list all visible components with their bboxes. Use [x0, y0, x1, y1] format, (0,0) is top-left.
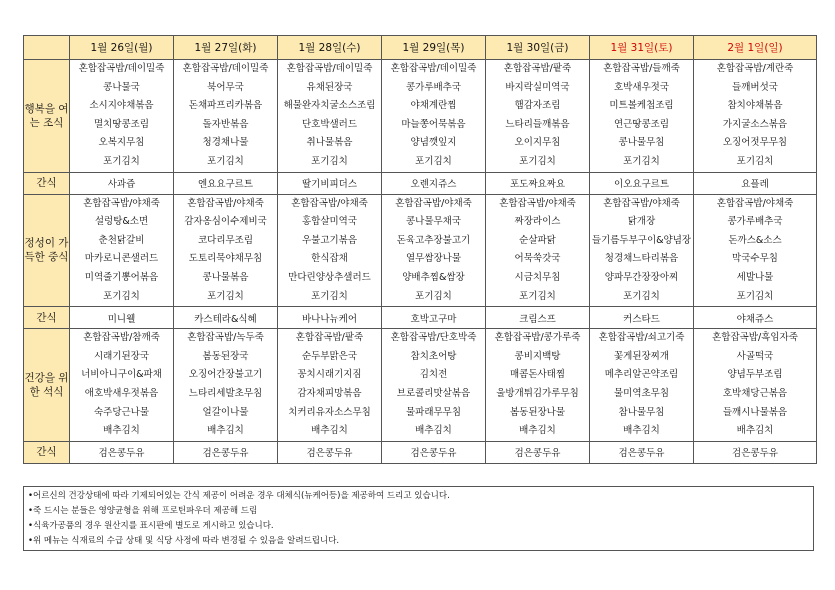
- menu-item: 콩나물국: [103, 81, 140, 93]
- menu-item: 멸치땅콩조림: [93, 118, 150, 130]
- menu-cell: [382, 329, 486, 442]
- menu-item: 북어무국: [207, 81, 244, 93]
- snack-cell: 검은콩두유: [278, 441, 382, 463]
- menu-item: 포기김치: [623, 155, 660, 167]
- snack-cell: 검은콩두유: [174, 441, 278, 463]
- menu-cell: [486, 60, 590, 173]
- menu-item: 배추김치: [519, 425, 556, 437]
- menu-item: 감자채피망볶음: [297, 387, 362, 399]
- menu-item: 순살파닭: [519, 234, 556, 246]
- menu-item: 치커리유자소스무침: [288, 406, 371, 418]
- day-header-wed: 1월 28일(수): [278, 36, 382, 60]
- day-header-fri: 1월 30일(금): [486, 36, 590, 60]
- menu-item: 포기김치: [415, 155, 452, 167]
- snack-cell: 딸기비피더스: [278, 172, 382, 194]
- menu-item: 혼합잡곡밥/녹두죽: [187, 332, 264, 344]
- menu-item: 청경채느타리볶음: [604, 253, 679, 265]
- menu-item: 물파래무무침: [405, 406, 462, 418]
- day-header-thu: 1월 29일(목): [382, 36, 486, 60]
- menu-cell: [486, 194, 590, 307]
- menu-item: 배추김치: [736, 425, 774, 437]
- menu-cell: [70, 329, 174, 442]
- snack-label: 간식: [24, 441, 70, 463]
- menu-item: 혼합잡곡밥/야채죽: [83, 197, 160, 209]
- menu-item: 포기김치: [519, 155, 556, 167]
- snack-cell: 검은콩두유: [70, 441, 174, 463]
- menu-item: 순두부맑은국: [301, 350, 358, 362]
- menu-item: 오징어간장불고기: [188, 369, 263, 381]
- menu-item: 혼합잡곡밥/흑임자죽: [712, 332, 798, 344]
- menu-item: 들깨시나물볶음: [722, 406, 788, 418]
- snack-cell: 엔요요구르트: [174, 172, 278, 194]
- menu-item: 혼합잡곡밥/단호박죽: [390, 332, 477, 344]
- menu-item: 브로콜리맛살볶음: [396, 387, 471, 399]
- meal-row-dinner: [24, 329, 817, 442]
- menu-item: 혼합잡곡밥/팥죽: [295, 332, 364, 344]
- menu-item: 청경채나물: [202, 137, 249, 149]
- menu-item: 오복지무침: [98, 137, 145, 149]
- menu-body: [24, 60, 817, 464]
- menu-item: 혼합잡곡밥/쇠고기죽: [598, 332, 685, 344]
- day-header-sat: 1월 31일(토): [590, 36, 694, 60]
- menu-item: 어묵쑥갓국: [514, 253, 561, 265]
- menu-item: 콩나물볶음: [202, 271, 249, 283]
- menu-item: 들기름두부구이&양념장: [591, 234, 692, 246]
- menu-item: 마늘쫑어묵볶음: [401, 118, 466, 130]
- menu-item: 포기김치: [415, 290, 452, 302]
- menu-cell: [590, 329, 694, 442]
- menu-item: 포기김치: [311, 290, 348, 302]
- menu-item: 김치전: [419, 369, 448, 381]
- snack-cell: 이오요구르트: [590, 172, 694, 194]
- menu-item: 혼합잡곡밥/참깨죽: [83, 332, 160, 344]
- menu-item: 돈까스&소스: [728, 234, 782, 246]
- snack-row-dinner: [24, 441, 817, 463]
- menu-item: 물미역초무침: [613, 387, 670, 399]
- menu-item: 배추김치: [207, 425, 244, 437]
- menu-item: 한식잡채: [311, 253, 348, 265]
- note-line: •죽 드시는 분들은 영양균형을 위해 프로틴파우더 제공해 드림: [28, 506, 258, 516]
- menu-item: 유채된장국: [306, 81, 353, 93]
- menu-item: 참치초어탕: [410, 350, 457, 362]
- menu-item: 느타리들깨볶음: [505, 118, 570, 130]
- menu-item: 애호박새우젓볶음: [84, 387, 159, 399]
- menu-item: 양념두부조림: [727, 369, 783, 381]
- menu-item: 혼합잡곡밥/야채죽: [187, 197, 264, 209]
- menu-item: 혼합잡곡밥/데이밀죽: [390, 63, 477, 74]
- snack-cell: 카스테라&식혜: [174, 307, 278, 329]
- meal-label: 정성이 가득한 중식: [24, 194, 70, 307]
- menu-item: 도토리묵야채무침: [188, 253, 263, 265]
- menu-item: 혼합잡곡밥/야채죽: [499, 197, 576, 209]
- snack-row-lunch: [24, 307, 817, 329]
- corner-cell: [24, 36, 70, 60]
- meal-row-breakfast: [24, 60, 817, 173]
- menu-item: 바지락실미역국: [505, 81, 570, 93]
- menu-item: 설렁탕&소면: [94, 216, 149, 228]
- menu-item: 코다리무조림: [197, 234, 254, 246]
- menu-cell: [174, 194, 278, 307]
- menu-item: 돌자반볶음: [202, 118, 249, 130]
- menu-item: 포기김치: [623, 290, 660, 302]
- menu-item: 홍합살미역국: [301, 216, 358, 228]
- menu-item: 봄동된장나물: [509, 406, 566, 418]
- menu-item: 양배추찜&쌈장: [402, 271, 465, 283]
- weekly-menu-table: [23, 35, 817, 464]
- note-line: •어르신의 건강상태에 따라 기제되어있는 간식 제공이 어려운 경우 대체식(뉴케어등)을 제공하여 드리고 있습니다.: [28, 491, 450, 501]
- menu-item: 메추리알곤약조림: [604, 369, 679, 381]
- snack-cell: 검은콩두유: [382, 441, 486, 463]
- snack-cell: 사과즙: [70, 172, 174, 194]
- day-header-tue: 1월 27일(화): [174, 36, 278, 60]
- menu-item: 혼합잡곡밥/들깨죽: [603, 63, 680, 74]
- menu-item: 단호박샐러드: [301, 118, 358, 130]
- menu-item: 햄감자조림: [514, 100, 561, 112]
- menu-item: 오이지무침: [514, 137, 561, 149]
- snack-cell: 포도짜요짜요: [486, 172, 590, 194]
- menu-cell: [694, 60, 817, 173]
- menu-item: 꽃게된장찌개: [613, 350, 670, 362]
- menu-item: 세발나물: [736, 271, 774, 283]
- menu-cell: [382, 60, 486, 173]
- day-header-mon: 1월 26일(월): [70, 36, 174, 60]
- menu-item: 콩비지백탕: [514, 350, 561, 362]
- menu-item: 포기김치: [736, 155, 774, 167]
- menu-item: 혼합잡곡밥/데이밀죽: [286, 63, 373, 74]
- menu-cell: [694, 329, 817, 442]
- menu-item: 춘천닭갈비: [98, 234, 145, 246]
- menu-item: 미트볼케첩조림: [609, 100, 674, 112]
- menu-item: 미역줄기뽕어볶음: [84, 271, 159, 283]
- menu-item: 콩나물무침: [618, 137, 665, 149]
- menu-item: 배추김치: [415, 425, 452, 437]
- snack-cell: 요플레: [694, 172, 817, 194]
- menu-item: 포기김치: [207, 155, 244, 167]
- snack-cell: 검은콩두유: [590, 441, 694, 463]
- snack-label: 간식: [24, 307, 70, 329]
- menu-item: 시금치무침: [514, 271, 561, 283]
- menu-item: 감자옹심이수제비국: [184, 216, 267, 228]
- menu-item: 사골떡국: [736, 350, 774, 362]
- menu-item: 봄동된장국: [202, 350, 249, 362]
- menu-item: 혼합잡곡밥/계란죽: [716, 63, 794, 74]
- menu-item: 양념깻잎지: [410, 137, 457, 149]
- menu-cell: [590, 194, 694, 307]
- snack-cell: 바나나뉴케어: [278, 307, 382, 329]
- snack-row-breakfast: [24, 172, 817, 194]
- menu-item: 호박채당근볶음: [722, 387, 788, 399]
- notes-box: [23, 486, 814, 551]
- snack-cell: 크림스프: [486, 307, 590, 329]
- menu-item: 얼갈이나물: [202, 406, 249, 418]
- menu-item: 매콤돈사태찜: [509, 369, 566, 381]
- menu-item: 오징어젓무무침: [722, 137, 788, 149]
- snack-cell: 야채쥬스: [694, 307, 817, 329]
- menu-item: 혼합잡곡밥/데이밀죽: [78, 63, 165, 74]
- note-line: •식육가공품의 경우 원산지를 표시판에 별도로 게시하고 있습니다.: [28, 521, 274, 531]
- menu-item: 배추김치: [311, 425, 348, 437]
- snack-cell: 호박고구마: [382, 307, 486, 329]
- menu-cell: [382, 194, 486, 307]
- meal-label: 행복을 여는 조식: [24, 60, 70, 173]
- menu-item: 포기김치: [311, 155, 348, 167]
- menu-item: 호박새우젓국: [613, 81, 670, 93]
- menu-item: 열무쌈장나물: [405, 253, 462, 265]
- menu-item: 포기김치: [207, 290, 244, 302]
- snack-cell: 오렌지쥬스: [382, 172, 486, 194]
- menu-item: 마카로니콘샐러드: [84, 253, 159, 265]
- menu-item: 포기김치: [519, 290, 556, 302]
- menu-item: 소시지야채볶음: [89, 100, 154, 112]
- menu-item: 짜장라이스: [514, 216, 561, 228]
- menu-item: 혼합잡곡밥/콩가루죽: [494, 332, 581, 344]
- menu-item: 꽁치시래기지짐: [297, 369, 362, 381]
- menu-cell: [278, 194, 382, 307]
- menu-cell: [174, 329, 278, 442]
- menu-item: 콩나물무채국: [405, 216, 462, 228]
- menu-item: 참치야채볶음: [727, 100, 783, 112]
- menu-item: 참나물무침: [618, 406, 665, 418]
- menu-item: 혼합잡곡밥/팥죽: [503, 63, 572, 74]
- menu-item: 콩가루배추국: [727, 216, 783, 228]
- note-line: •위 메뉴는 식재료의 수급 상태 및 식당 사정에 따라 변경될 수 있음을 알려드립니다.: [28, 536, 340, 546]
- menu-cell: [694, 194, 817, 307]
- menu-item: 돈육고추장불고기: [396, 234, 471, 246]
- day-header-row: [24, 36, 817, 60]
- day-header-sun: 2월 1일(일): [694, 36, 817, 60]
- menu-item: 야채계란찜: [410, 100, 457, 112]
- menu-item: 너비아니구이&파채: [81, 369, 162, 381]
- menu-cell: [590, 60, 694, 173]
- menu-cell: [278, 329, 382, 442]
- menu-item: 들깨버섯국: [732, 81, 778, 93]
- menu-item: 혼합잡곡밥/야채죽: [291, 197, 368, 209]
- menu-item: 닭개장: [627, 216, 656, 228]
- menu-item: 숙주당근나물: [93, 406, 150, 418]
- menu-item: 포기김치: [103, 155, 140, 167]
- menu-item: 만다린양상추샐러드: [288, 271, 371, 283]
- meal-row-lunch: [24, 194, 817, 307]
- menu-item: 해물완자치굴소스조림: [283, 100, 376, 112]
- menu-item: 연근땅콩조림: [613, 118, 670, 130]
- menu-item: 울방개튀김가루무침: [496, 387, 579, 399]
- menu-item: 양파무간장장아찌: [604, 271, 679, 283]
- menu-item: 혼합잡곡밥/데이밀죽: [182, 63, 269, 74]
- menu-item: 느타리세발초무침: [188, 387, 263, 399]
- menu-item: 취나물볶음: [306, 137, 353, 149]
- menu-item: 우불고기볶음: [301, 234, 358, 246]
- snack-cell: 미니웰: [70, 307, 174, 329]
- menu-item: 가지굴소스볶음: [722, 118, 788, 130]
- menu-item: 막국수무침: [732, 253, 778, 265]
- menu-item: 배추김치: [623, 425, 660, 437]
- menu-cell: [486, 329, 590, 442]
- menu-item: 혼합잡곡밥/야채죽: [603, 197, 680, 209]
- menu-cell: [70, 60, 174, 173]
- menu-item: 돈채파프리카볶음: [188, 100, 263, 112]
- menu-item: 콩가루배추국: [405, 81, 462, 93]
- menu-cell: [174, 60, 278, 173]
- meal-label: 건강을 위한 석식: [24, 329, 70, 442]
- snack-cell: 검은콩두유: [694, 441, 817, 463]
- menu-item: 시래기된장국: [93, 350, 150, 362]
- menu-cell: [278, 60, 382, 173]
- menu-item: 포기김치: [736, 290, 774, 302]
- menu-cell: [70, 194, 174, 307]
- menu-item: 포기김치: [103, 290, 140, 302]
- snack-label: 간식: [24, 172, 70, 194]
- menu-item: 배추김치: [103, 425, 140, 437]
- snack-cell: 커스타드: [590, 307, 694, 329]
- menu-item: 혼합잡곡밥/야채죽: [395, 197, 472, 209]
- menu-item: 혼합잡곡밥/야채죽: [716, 197, 794, 209]
- snack-cell: 검은콩두유: [486, 441, 590, 463]
